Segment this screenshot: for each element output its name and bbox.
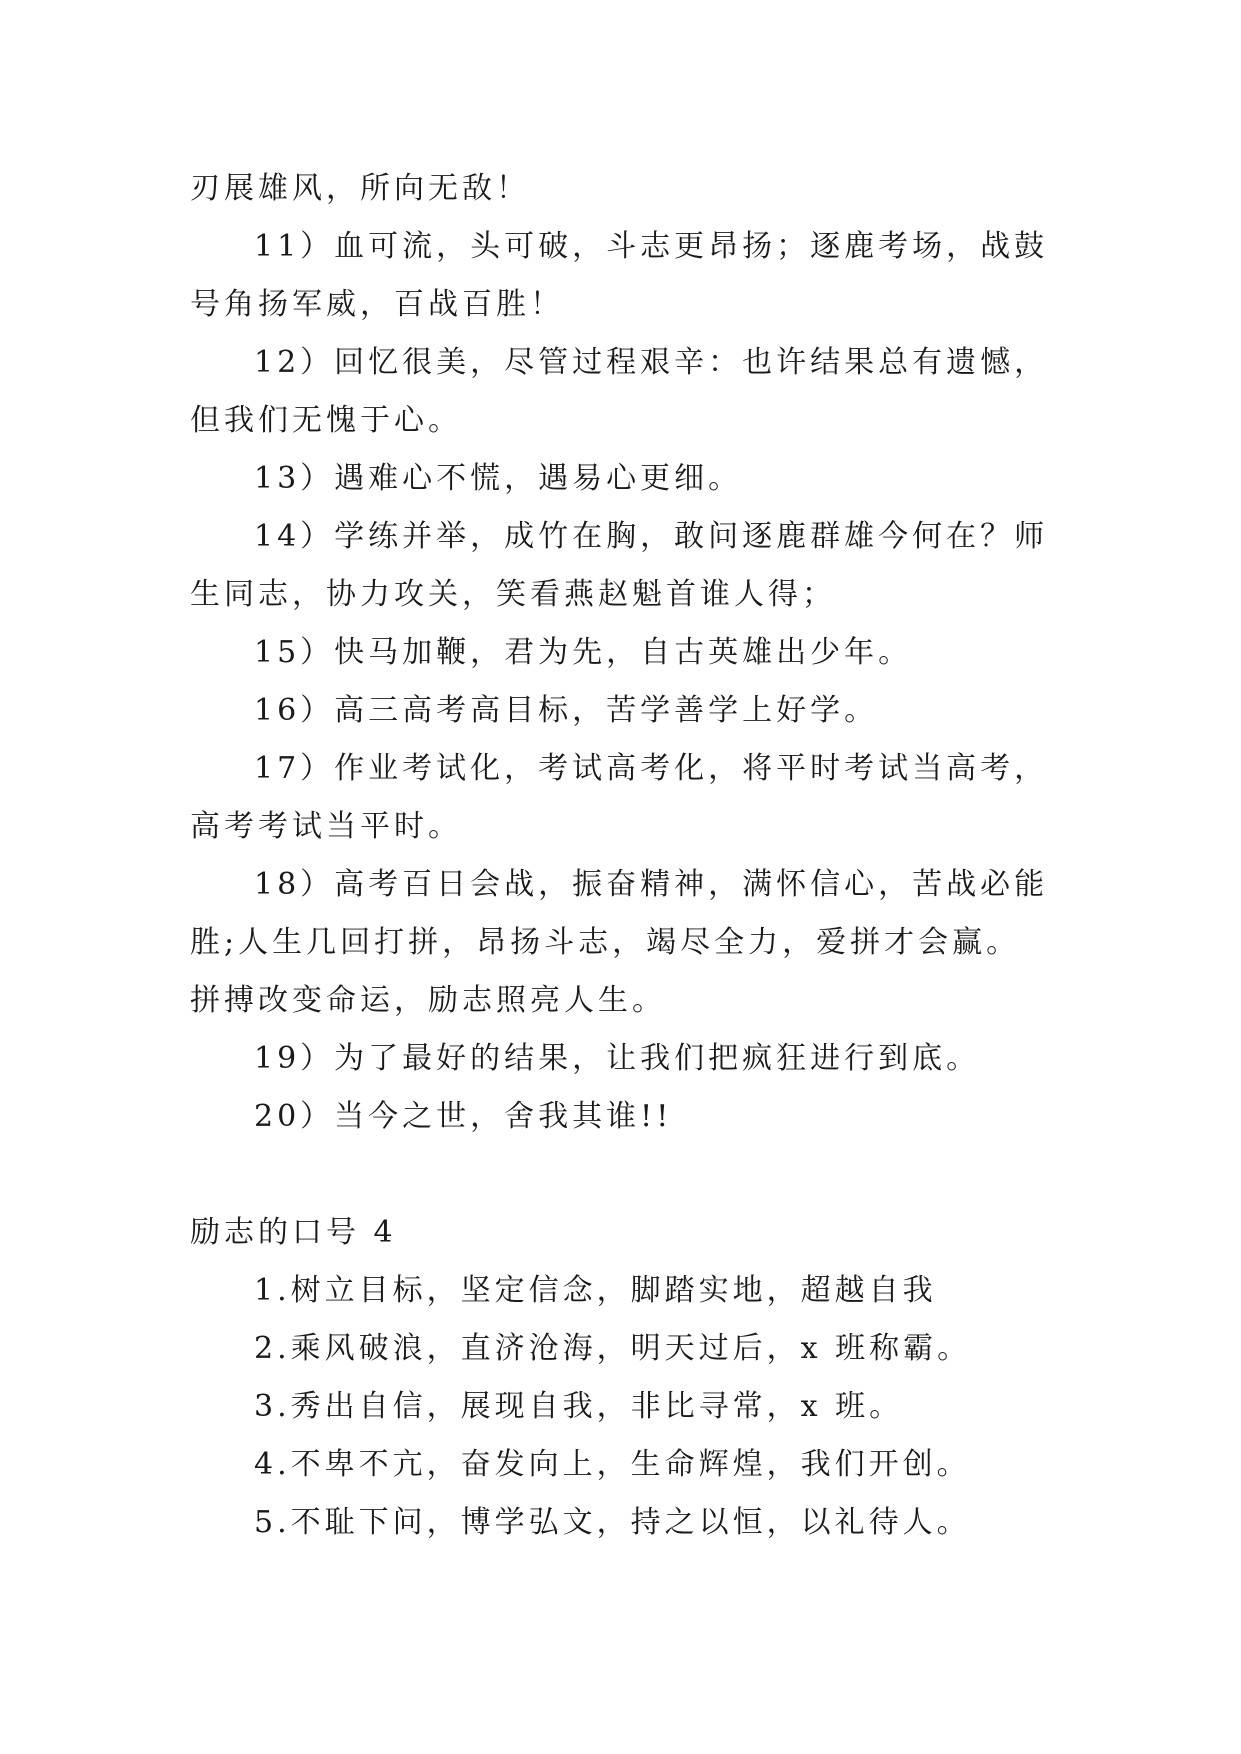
paragraph-continuation: 刃展雄风，所向无敌！ [190,171,530,206]
slogan-14: 14）学练并举，成竹在胸，敢问逐鹿群雄今何在？师生同志，协力攻关，笑看燕赵魁首谁人得； [190,519,1049,612]
section-item-4: 4.不卑不亢，奋发向上，生命辉煌，我们开创。 [254,1447,971,1482]
slogan-13: 13）遇难心不慌，遇易心更细。 [254,461,743,496]
slogan-12: 12）回忆很美，尽管过程艰辛：也许结果总有遗憾，但我们无愧于心。 [190,345,1049,438]
section-title: 励志的口号 4 [190,1215,397,1250]
section-item-3: 3.秀出自信，展现自我，非比寻常，x 班。 [254,1389,904,1424]
section-item-1: 1.树立目标，坚定信念，脚踏实地，超越自我 [254,1273,937,1308]
slogan-16: 16）高三高考高目标，苦学善学上好学。 [254,693,879,728]
slogan-11: 11）血可流，头可破，斗志更昂扬；逐鹿考场，战鼓号角扬军威，百战百胜！ [190,229,1049,322]
slogan-15: 15）快马加鞭，君为先，自古英雄出少年。 [254,635,913,670]
section-item-2: 2.乘风破浪，直济沧海，明天过后，x 班称霸。 [254,1331,972,1366]
document-body [190,160,1052,1552]
slogan-18: 18）高考百日会战，振奋精神，满怀信心，苦战必能胜;人生几回打拼，昂扬斗志，竭尽全力，爱拼才会赢。拼搏改变命运，励志照亮人生。 [190,867,1049,1018]
slogan-17: 17）作业考试化，考试高考化，将平时考试当高考，高考考试当平时。 [190,751,1049,844]
section-item-5: 5.不耻下问，博学弘文，持之以恒，以礼待人。 [254,1505,971,1540]
slogan-19: 19）为了最好的结果，让我们把疯狂进行到底。 [254,1041,981,1076]
slogan-20: 20）当今之世，舍我其谁!! [254,1099,673,1134]
